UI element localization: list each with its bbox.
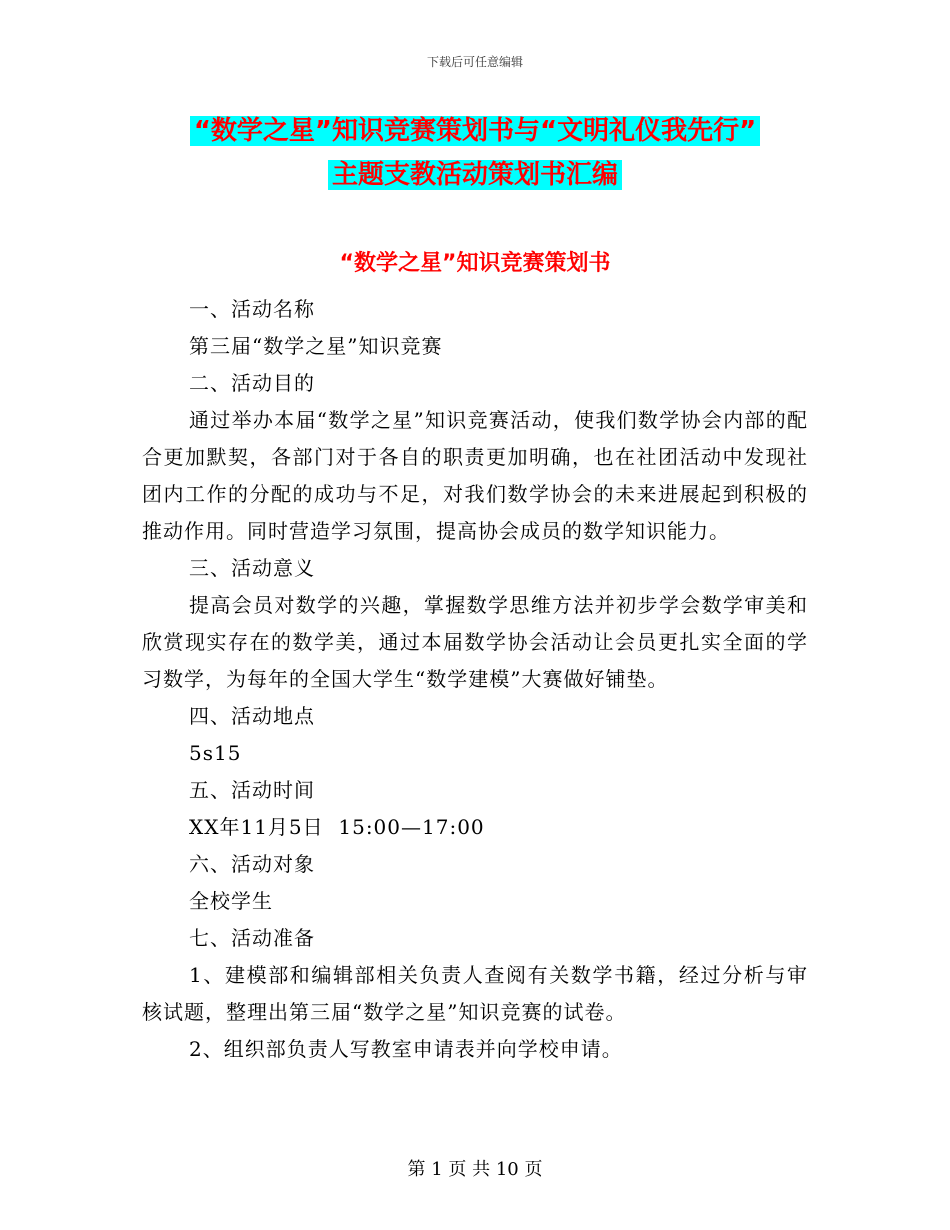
paragraph: 2、组织部负责人写教室申请表并向学校申请。	[189, 1037, 623, 1061]
paragraph: 六、活动对象	[189, 852, 315, 876]
paragraph: 1、建模部和编辑部相关负责人查阅有关数学书籍，经过分析与审核试题，整理出第三届“数学之星”知识竞赛的试卷。	[142, 963, 808, 1024]
page-footer: 第 1 页 共 10 页	[407, 1159, 543, 1180]
paragraph: 提高会员对数学的兴趣，掌握数学思维方法并初步学会数学审美和欣赏现实存在的数学美，通过本届数学协会活动让会员更扎实全面的学习数学，为每年的全国大学生“数学建模”大赛做好铺垫。	[142, 593, 808, 691]
section-title: “数学之星”知识竞赛策划书	[339, 251, 611, 276]
document-title-line-1	[0, 112, 950, 150]
paragraph: 五、活动时间	[189, 778, 315, 802]
paragraph: 通过举办本届“数学之星”知识竞赛活动，使我们数学协会内部的配合更加默契，各部门对于各自的职责更加明确，也在社团活动中发现社团内工作的分配的成功与不足，对我们数学协会的未来进展起到积极的推动作用。同时营造学习氛围，提高协会成员的数学知识能力。	[142, 408, 808, 543]
paragraph: 全校学生	[189, 889, 273, 913]
paragraph: 一、活动名称	[189, 297, 315, 321]
title-highlight-1: “数学之星”知识竞赛策划书与“文明礼仪我先行”	[190, 116, 760, 146]
paragraph: XX年11月5日 15:00—17:00	[189, 815, 485, 839]
document-body	[142, 291, 808, 1068]
paragraph: 第三届“数学之星”知识竞赛	[189, 334, 443, 358]
header-note: 下载后可任意编辑	[426, 55, 523, 69]
paragraph: 四、活动地点	[189, 704, 315, 728]
title-highlight-2: 主题支教活动策划书汇编	[328, 160, 622, 190]
paragraph: 二、活动目的	[189, 371, 315, 395]
paragraph: 七、活动准备	[189, 926, 315, 950]
paragraph: 三、活动意义	[189, 556, 315, 580]
paragraph: 5s15	[189, 741, 242, 765]
document-title-line-2	[0, 156, 950, 194]
